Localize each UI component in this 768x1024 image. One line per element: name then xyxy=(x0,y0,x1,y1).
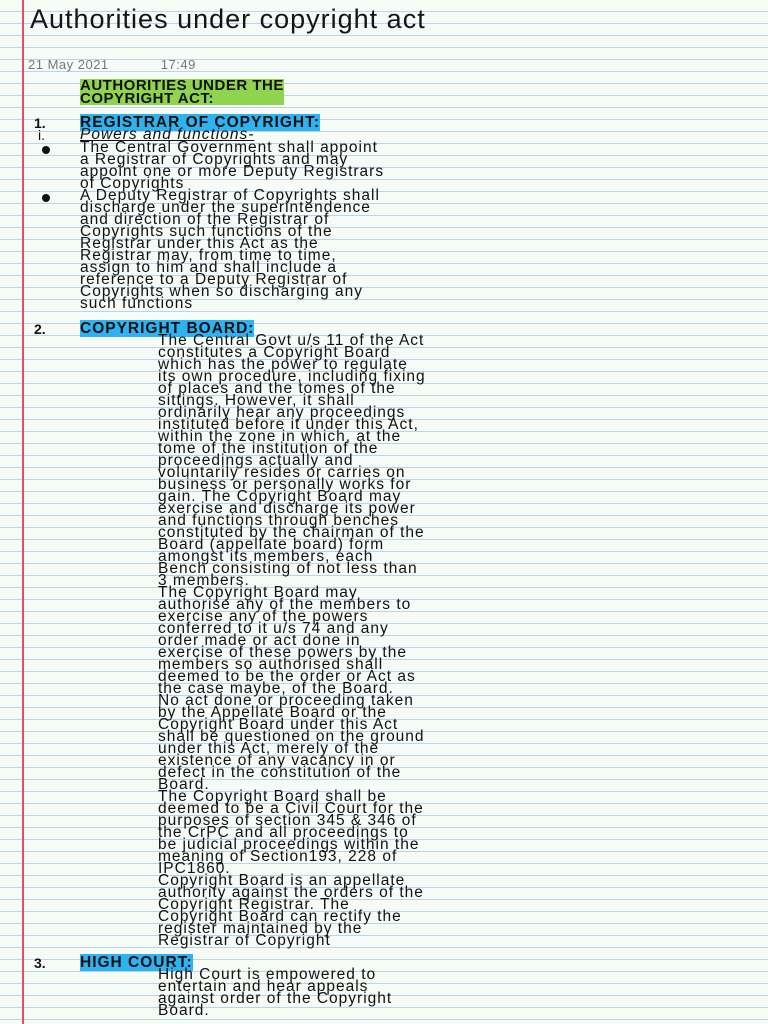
text-line: ordinarily hear any proceedings xyxy=(158,404,406,421)
text-line: Board (appellate board) form xyxy=(158,536,385,553)
section-3-body xyxy=(158,966,393,1019)
text-line: Copyright Board is an appellate xyxy=(158,872,406,889)
text-line: deemed to be the order or Act as xyxy=(158,668,416,685)
text-line: exercise of these powers by the xyxy=(158,644,407,661)
text-line: The Central Govt u/s 11 of the Act xyxy=(158,332,425,349)
text-line: entertain and hear appeals xyxy=(158,978,369,995)
note-time: 17:49 xyxy=(160,57,196,72)
text-line: sittings. However, it shall xyxy=(158,392,355,409)
section-3-number: 3. xyxy=(34,955,46,971)
text-line: shall be questioned on the ground xyxy=(158,728,425,745)
text-line: constitutes a Copyright Board xyxy=(158,344,391,361)
subsection-i-title: Powers and functions- xyxy=(80,126,255,143)
text-line: assign to him and shall include a xyxy=(80,259,338,276)
section-2-title: COPYRIGHT BOARD: xyxy=(80,320,255,337)
text-line: Registrar may, from time to time, xyxy=(80,247,337,264)
text-line: The Copyright Board may xyxy=(158,584,358,601)
text-line: amongst its members, each xyxy=(158,548,374,565)
text-line: Copyright Registrar. The xyxy=(158,896,350,913)
text-line: defect in the constitution of the xyxy=(158,764,402,781)
text-line: conferred to it u/s 74 and any xyxy=(158,620,389,637)
main-heading xyxy=(80,79,284,105)
text-line: Registrar under this Act as the xyxy=(80,235,319,252)
margin-line xyxy=(22,0,24,1024)
text-line: IPC1860. xyxy=(158,860,231,877)
text-line: of places and the tomes of the xyxy=(158,380,396,397)
note-title: Authorities under copyright act xyxy=(30,4,426,34)
text-line: under this Act, merely of the xyxy=(158,740,380,757)
note-date: 21 May 2021 xyxy=(28,57,109,72)
text-line: a Registrar of Copyrights and may xyxy=(80,151,349,168)
text-line: authority against the orders of the xyxy=(158,884,424,901)
text-line: voluntarily resides or carries on xyxy=(158,464,406,481)
main-heading-line-1: AUTHORITIES UNDER THE xyxy=(80,77,284,94)
text-line: Copyright Board under this Act xyxy=(158,716,399,733)
section-3-title: HIGH COURT: xyxy=(80,954,193,971)
text-line: The Central Government shall appoint xyxy=(80,139,378,156)
text-line: within the zone in which, at the xyxy=(158,428,402,445)
text-line: A Deputy Registrar of Copyrights shall xyxy=(80,187,380,204)
text-line: against order of the Copyright xyxy=(158,990,393,1007)
text-line: Registrar of Copyright xyxy=(158,932,331,949)
text-line: reference to a Deputy Registrar of xyxy=(80,271,348,288)
main-heading-line-2: COPYRIGHT ACT: xyxy=(80,90,214,107)
text-line: register maintained by the xyxy=(158,920,363,937)
text-line: Copyright Board can rectify the xyxy=(158,908,402,925)
text-line: Board. xyxy=(158,1002,210,1019)
text-line: business or personally works for xyxy=(158,476,412,493)
text-line: The Copyright Board shall be xyxy=(158,788,387,805)
text-line: Board. xyxy=(158,776,210,793)
text-line: be judicial proceedings within the xyxy=(158,836,420,853)
text-line: the case maybe, of the Board. xyxy=(158,680,394,697)
note-meta xyxy=(28,57,196,72)
text-line: discharge under the superintendence xyxy=(80,199,371,216)
text-line: order made or act done in xyxy=(158,632,361,649)
section-2-number: 2. xyxy=(34,321,46,337)
text-line: tome of the institution of the xyxy=(158,440,379,457)
text-line: by the Appellate Board or the xyxy=(158,704,387,721)
subsection-i-number: i. xyxy=(38,127,45,143)
section-1-number: 1. xyxy=(34,115,46,131)
text-line: purposes of section 345 & 346 of xyxy=(158,812,417,829)
text-line: its own procedure, including fixing xyxy=(158,368,426,385)
text-line: constituted by the chairman of the xyxy=(158,524,425,541)
text-line: instituted before it under this Act, xyxy=(158,416,419,433)
text-line: High Court is empowered to xyxy=(158,966,377,983)
text-line: existence of any vacancy in or xyxy=(158,752,396,769)
text-line: and functions through benches xyxy=(158,512,399,529)
section-1-bullet-2 xyxy=(80,187,380,312)
text-line: gain. The Copyright Board may xyxy=(158,488,402,505)
text-line: such functions xyxy=(80,295,194,312)
text-line: exercise and discharge its power xyxy=(158,500,416,517)
text-line: of Copyrights xyxy=(80,175,185,192)
text-line: appoint one or more Deputy Registrars xyxy=(80,163,385,180)
text-line: 3 members. xyxy=(158,572,250,589)
section-1-bullet-1 xyxy=(80,139,385,192)
text-line: authorise any of the members to xyxy=(158,596,412,613)
text-line: deemed to be a Civil Court for the xyxy=(158,800,424,817)
text-line: which has the power to regulate xyxy=(158,356,408,373)
text-line: Copyrights when so discharging any xyxy=(80,283,363,300)
bullet-icon xyxy=(42,194,50,202)
section-2-body xyxy=(158,332,426,949)
text-line: exercise any of the powers xyxy=(158,608,369,625)
text-line: No act done or proceeding taken xyxy=(158,692,414,709)
text-line: and direction of the Registrar of xyxy=(80,211,330,228)
section-1-title: REGISTRAR OF COPYRIGHT: xyxy=(80,114,321,131)
text-line: the CrPC and all proceedings to xyxy=(158,824,409,841)
text-line: proceedings actually and xyxy=(158,452,354,469)
text-line: Bench consisting of not less than xyxy=(158,560,418,577)
text-line: members so authorised shall xyxy=(158,656,384,673)
text-line: meaning of Section193, 228 of xyxy=(158,848,398,865)
bullet-icon xyxy=(42,146,50,154)
text-line: Copyrights such functions of the xyxy=(80,223,333,240)
